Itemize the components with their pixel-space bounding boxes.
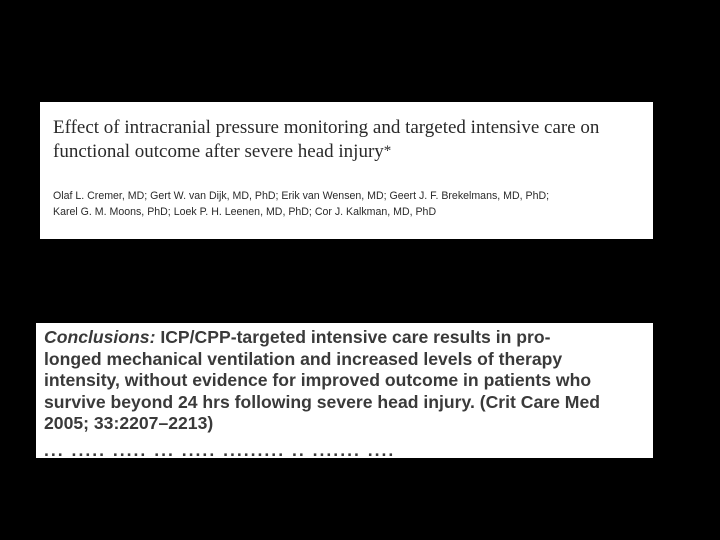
- conclusion-line-2: longed mechanical ventilation and increased levels of therapy: [44, 348, 563, 369]
- truncated-text-fragment: ... ..... ..... ... ..... ......... .. ....... ....: [44, 440, 396, 460]
- conclusion-clipping: [36, 323, 653, 458]
- paper-title: [53, 116, 648, 164]
- conclusion-line-5: 2005; 33:2207–2213): [44, 413, 214, 433]
- author-line-1: Olaf L. Cremer, MD; Gert W. van Dijk, MD, PhD; Erik van Wensen, MD; Geert J. F. Brekelmans, MD, PhD;: [53, 190, 550, 202]
- truncated-text-line: [44, 440, 648, 464]
- conclusion-line-4: survive beyond 24 hrs following severe head injury. (Crit Care Med: [44, 391, 600, 412]
- author-list: [53, 188, 648, 220]
- conclusion-paragraph: [44, 327, 648, 435]
- conclusion-line-3: intensity, without evidence for improved outcome in patients who: [44, 370, 592, 390]
- author-line-2: Karel G. M. Moons, PhD; Loek P. H. Leenen, MD, PhD; Cor J. Kalkman, MD, PhD: [53, 206, 437, 218]
- conclusion-label: Conclusions:: [44, 327, 156, 347]
- title-footnote-mark: *: [383, 143, 392, 159]
- paper-title-text: Effect of intracranial pressure monitoring and targeted intensive care on functional outcome after severe head injury: [53, 117, 600, 162]
- conclusion-line-1-text: ICP/CPP-targeted intensive care results in pro-: [155, 327, 551, 347]
- conclusion-line-1: [44, 327, 648, 349]
- paper-header-clipping: [40, 102, 653, 239]
